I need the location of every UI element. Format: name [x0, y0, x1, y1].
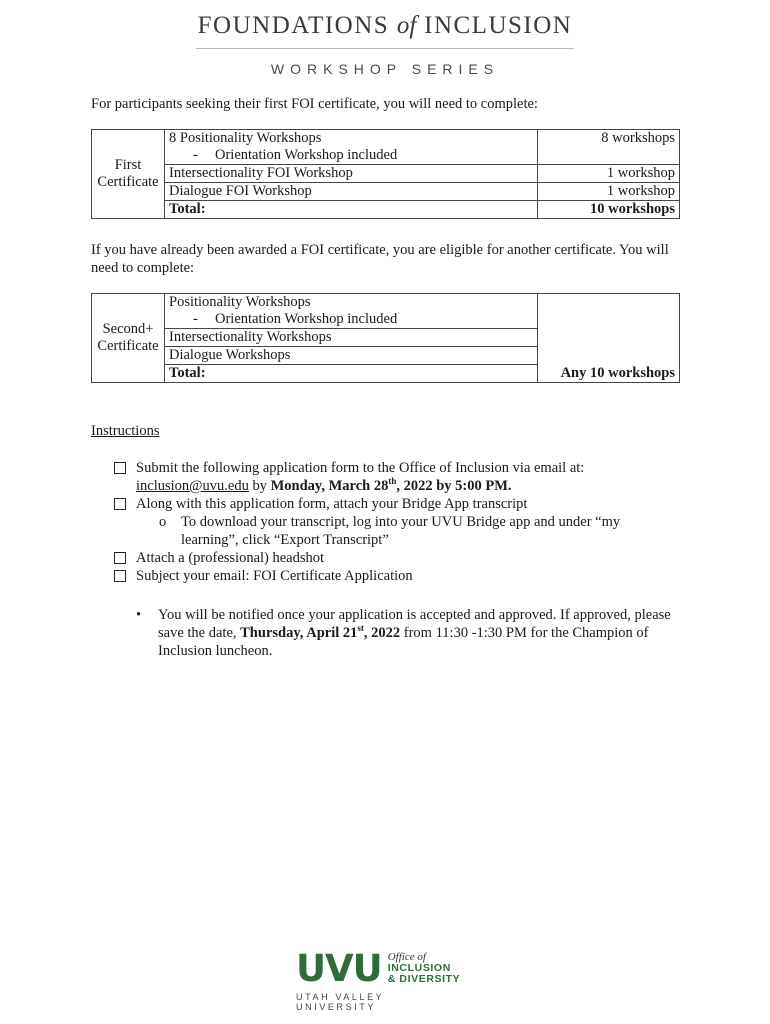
notice-text-a: You will be notified once your application is accepted and approved. If approved, please save the date, — [158, 607, 671, 641]
title-part1: FOUNDATIONS — [197, 12, 397, 39]
notice-text-b: from 11:30 -1:30 PM for the Champion of Inclusion luncheon. — [158, 625, 649, 659]
first-row3-count: 1 workshop — [538, 183, 680, 201]
second-row1-sub-dash: - — [193, 311, 198, 327]
deadline-date-suffix: th — [388, 476, 397, 487]
checkbox-icon[interactable] — [114, 462, 126, 474]
first-certificate-table — [91, 129, 680, 219]
subject-text: Subject your email: FOI Certificate Application — [136, 568, 413, 584]
deadline-date: Monday, March 28 — [270, 478, 389, 494]
title-of: of — [396, 12, 417, 39]
document-header — [0, 12, 770, 77]
notification-text — [158, 606, 676, 660]
second-certificate-label: Second+ Certificate — [92, 294, 165, 383]
first-row1-sub-text: Orientation Workshop included — [215, 147, 398, 163]
deadline-year-time: , 2022 by 5:00 PM. — [396, 478, 512, 494]
first-row3-item: Dialogue FOI Workshop — [165, 183, 538, 201]
first-row1-subitem — [169, 147, 533, 164]
first-row2-count: 1 workshop — [538, 165, 680, 183]
second-row3-item: Dialogue Workshops — [165, 347, 538, 365]
email-link[interactable]: inclusion@uvu.edu — [136, 478, 249, 494]
second-row2-item: Intersectionality Workshops — [165, 329, 538, 347]
first-row1-item-text: 8 Positionality Workshops — [169, 130, 322, 146]
office-line2: INCLUSION — [387, 962, 451, 974]
bullet-icon: • — [136, 607, 142, 623]
submit-by: by — [248, 478, 271, 494]
second-total-label: Total: — [165, 365, 538, 383]
checklist-item-submit — [114, 459, 674, 495]
intro-first-paragraph: For participants seeking their first FOI certificate, you will need to complete: — [91, 96, 538, 112]
checklist-item-headshot — [114, 549, 674, 567]
notification-bullet — [136, 606, 676, 660]
luncheon-date-day: Thursday, April 21 — [240, 625, 358, 641]
checklist-item-submit-text — [136, 459, 584, 495]
first-total-label: Total: — [165, 201, 538, 219]
uvu-logo — [296, 947, 466, 990]
first-row1-count: 8 workshops — [538, 130, 680, 165]
submit-text: Submit the following application form to the Office of Inclusion via email at: — [136, 460, 585, 476]
second-certificate-table — [91, 293, 680, 383]
luncheon-date-suffix: st — [357, 623, 364, 634]
instructions-checklist — [114, 459, 674, 585]
circle-bullet-icon: o — [159, 514, 167, 530]
checklist-item-transcript — [114, 495, 674, 513]
luncheon-date-year: , 2022 — [363, 625, 401, 641]
first-certificate-label: First Certificate — [92, 130, 165, 219]
document-title — [0, 12, 770, 40]
footer-logo — [296, 947, 466, 1012]
checkbox-icon[interactable] — [114, 552, 126, 564]
luncheon-date — [240, 625, 400, 641]
first-row1-sub-dash: - — [193, 147, 198, 163]
intro-second-paragraph: If you have already been awarded a FOI certificate, you are eligible for another certificate. You will need to complete: — [91, 242, 669, 276]
transcript-subitem — [159, 513, 674, 549]
office-line1: Office of — [387, 951, 426, 963]
title-part2: INCLUSION — [416, 12, 573, 39]
transcript-subitem-text: To download your transcript, log into your UVU Bridge app and under “my learning”, click “Export Transcript” — [181, 514, 621, 548]
second-row1-sub-text: Orientation Workshop included — [215, 311, 398, 327]
second-row1-item — [165, 294, 538, 329]
document-subtitle: WORKSHOP SERIES — [270, 61, 500, 77]
checklist-item-subject — [114, 567, 674, 585]
headshot-text: Attach a (professional) headshot — [136, 550, 325, 566]
transcript-text: Along with this application form, attach your Bridge App transcript — [136, 496, 528, 512]
submit-deadline — [271, 478, 512, 494]
title-divider — [196, 48, 574, 49]
first-total-count: 10 workshops — [538, 201, 680, 219]
checkbox-icon[interactable] — [114, 498, 126, 510]
second-row1-subitem — [169, 311, 533, 328]
second-total-count: Any 10 workshops — [538, 294, 680, 383]
university-name: UTAH VALLEY UNIVERSITY — [296, 992, 385, 1012]
office-line3: & DIVERSITY — [387, 973, 461, 985]
instructions-heading: Instructions — [91, 423, 160, 439]
second-row1-item-text: Positionality Workshops — [169, 294, 311, 310]
office-block — [388, 952, 461, 985]
uvu-logo-mark: UVU — [296, 947, 382, 990]
first-row1-item — [165, 130, 538, 165]
first-row2-item: Intersectionality FOI Workshop — [165, 165, 538, 183]
checkbox-icon[interactable] — [114, 570, 126, 582]
